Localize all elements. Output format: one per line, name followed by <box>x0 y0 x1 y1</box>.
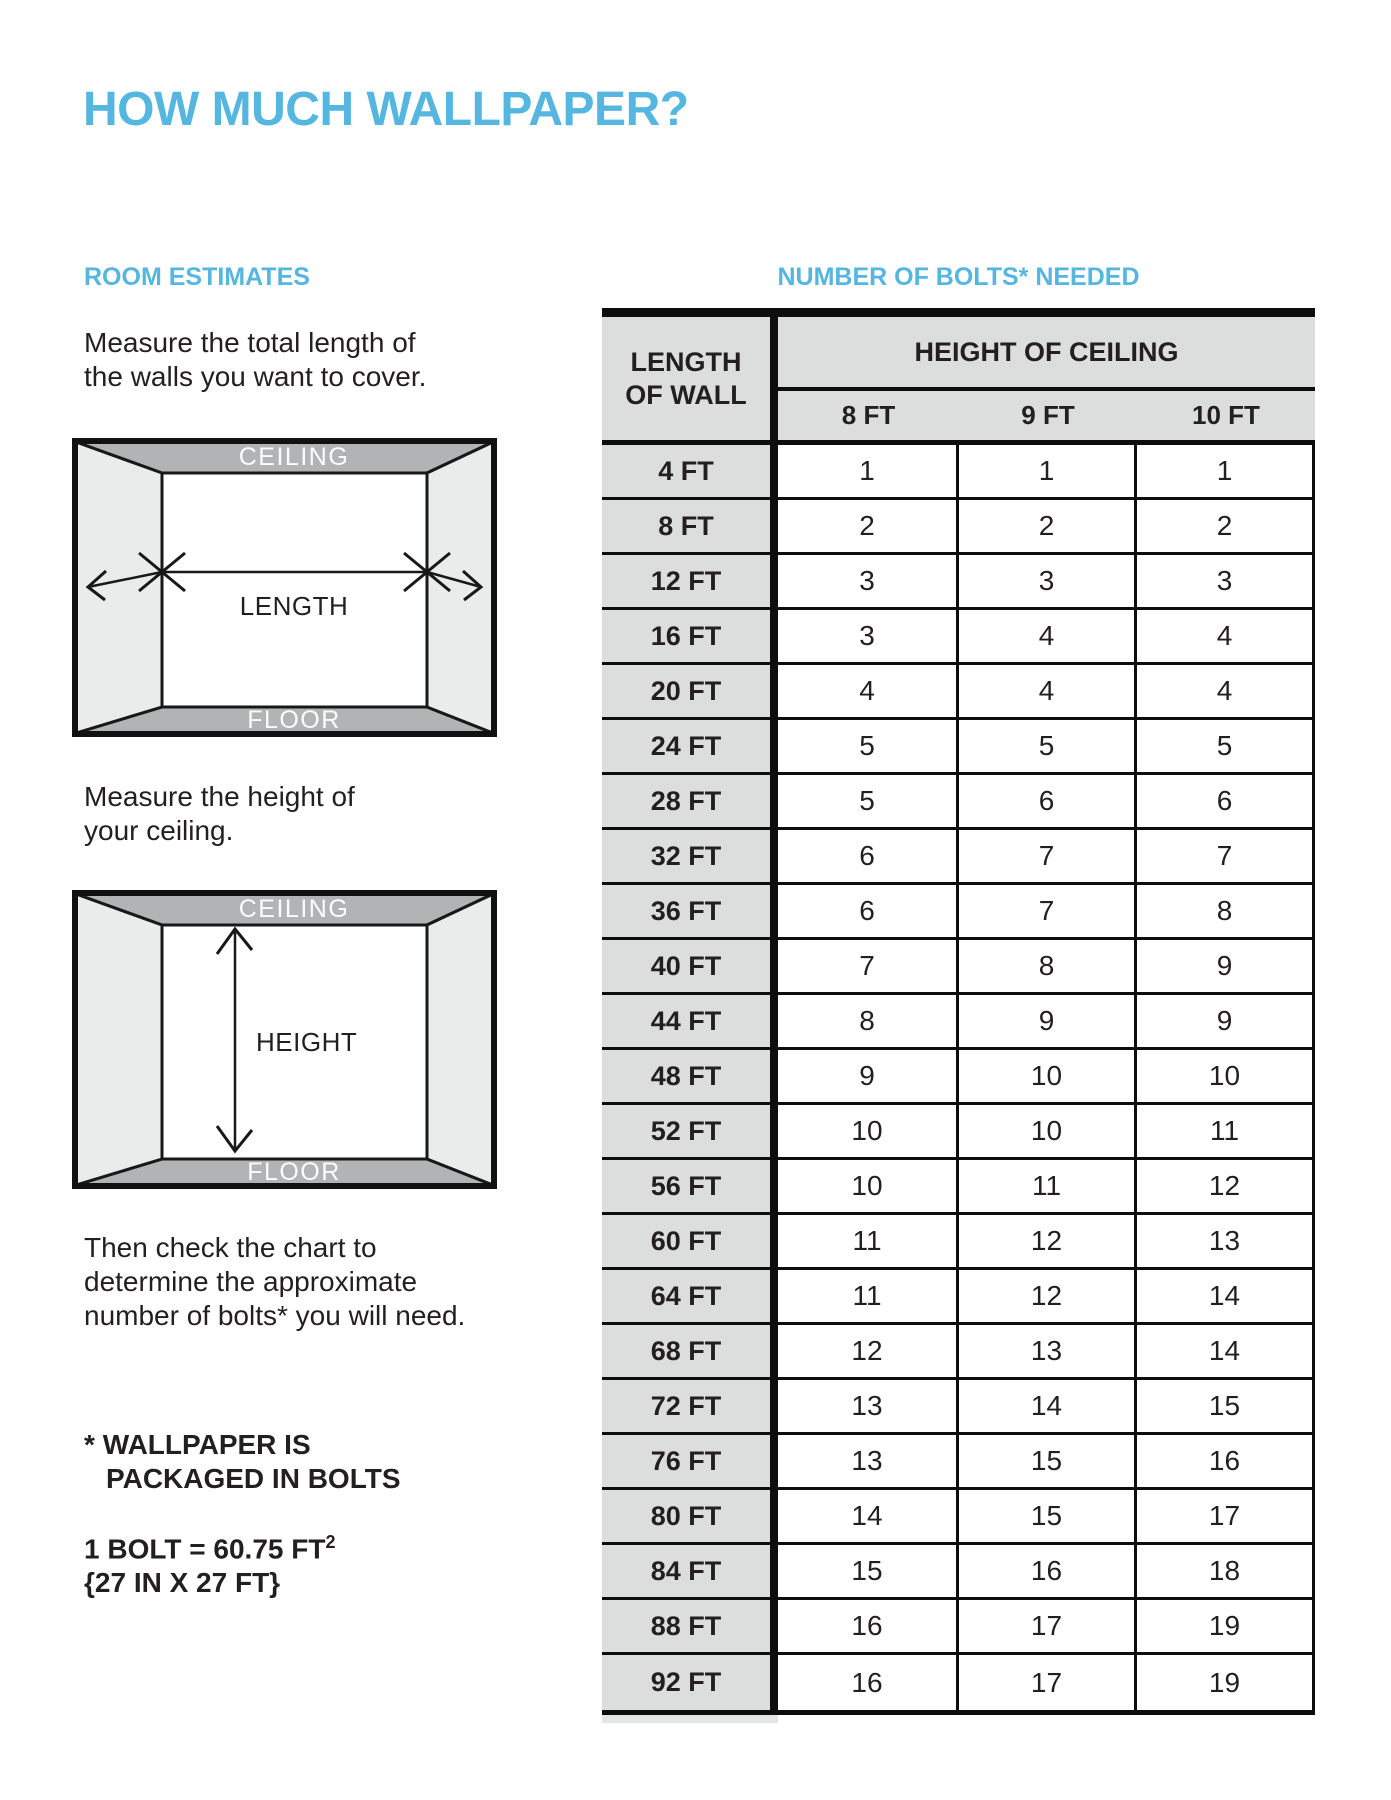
table-row <box>602 1160 1315 1215</box>
bolt-count-cell-9ft: 10 <box>959 1105 1137 1160</box>
row-label-cell: 60 FT <box>602 1215 778 1270</box>
bolt-count-cell-9ft: 1 <box>959 445 1137 500</box>
row-label-cell: 32 FT <box>602 830 778 885</box>
bolt-count-cell-9ft: 15 <box>959 1435 1137 1490</box>
table-row <box>602 940 1315 995</box>
ceiling-label: CEILING <box>238 895 350 923</box>
table-header <box>602 317 1315 445</box>
row-label-cell: 40 FT <box>602 940 778 995</box>
table-row <box>602 1600 1315 1655</box>
bolt-count-cell-9ft: 15 <box>959 1490 1137 1545</box>
bolt-count-cell-8ft: 2 <box>778 500 959 555</box>
bolt-equation <box>84 1525 335 1600</box>
table-row <box>602 720 1315 775</box>
bolt-count-cell-10ft: 7 <box>1137 830 1315 885</box>
row-label-cell: 44 FT <box>602 995 778 1050</box>
column-header-8ft: 8 FT <box>841 400 896 430</box>
bolt-count-cell-8ft: 13 <box>778 1380 959 1435</box>
table-row <box>602 1435 1315 1490</box>
bolts-table <box>602 308 1315 1723</box>
bolt-count-cell-9ft: 6 <box>959 775 1137 830</box>
length-label: LENGTH <box>239 591 349 621</box>
table-row <box>602 885 1315 940</box>
row-label-cell: 92 FT <box>602 1655 778 1710</box>
bolt-count-cell-9ft: 7 <box>959 885 1137 940</box>
bolt-count-cell-10ft: 15 <box>1137 1380 1315 1435</box>
row-label-cell: 80 FT <box>602 1490 778 1545</box>
bolt-count-cell-9ft: 9 <box>959 995 1137 1050</box>
table-row <box>602 445 1315 500</box>
row-label-cell: 24 FT <box>602 720 778 775</box>
table-row <box>602 1105 1315 1160</box>
bolt-count-cell-10ft: 4 <box>1137 610 1315 665</box>
bolt-count-cell-10ft: 19 <box>1137 1600 1315 1655</box>
bolt-count-cell-10ft: 5 <box>1137 720 1315 775</box>
bolt-count-cell-10ft: 19 <box>1137 1655 1315 1710</box>
floor-label: FLOOR <box>247 706 341 734</box>
bolt-count-cell-9ft: 17 <box>959 1600 1137 1655</box>
measure-height-instruction <box>84 780 355 848</box>
instruction-line: Measure the height of <box>84 781 355 812</box>
bolt-count-cell-10ft: 11 <box>1137 1105 1315 1160</box>
left-wall <box>76 894 162 1185</box>
bolt-equation-line: 1 BOLT = 60.75 $FT^2$ <box>84 1532 336 1565</box>
row-label-cell: 72 FT <box>602 1380 778 1435</box>
bolt-count-cell-9ft: 12 <box>959 1215 1137 1270</box>
bolt-count-cell-8ft: 5 <box>778 775 959 830</box>
instruction-line: your ceiling. <box>84 815 234 846</box>
measure-length-instruction <box>84 326 426 394</box>
bolt-count-cell-8ft: 8 <box>778 995 959 1050</box>
bolt-count-cell-10ft: 9 <box>1137 995 1315 1050</box>
bolt-count-cell-10ft: 9 <box>1137 940 1315 995</box>
bolt-count-cell-10ft: 16 <box>1137 1435 1315 1490</box>
bolt-count-cell-9ft: 5 <box>959 720 1137 775</box>
bolt-count-cell-9ft: 7 <box>959 830 1137 885</box>
instruction-line: the walls you want to cover. <box>84 361 427 392</box>
bolt-count-cell-8ft: 12 <box>778 1325 959 1380</box>
right-wall <box>427 894 493 1185</box>
room-length-diagram <box>72 438 497 737</box>
table-row <box>602 610 1315 665</box>
bolt-count-cell-8ft: 11 <box>778 1215 959 1270</box>
bolt-count-cell-10ft: 3 <box>1137 555 1315 610</box>
table-footer-shadow <box>602 1715 778 1723</box>
row-label-cell: 56 FT <box>602 1160 778 1215</box>
table-row <box>602 665 1315 720</box>
table-row <box>602 775 1315 830</box>
bolt-count-cell-8ft: 13 <box>778 1435 959 1490</box>
bolt-count-cell-10ft: 4 <box>1137 665 1315 720</box>
row-label-cell: 68 FT <box>602 1325 778 1380</box>
room-height-diagram <box>72 890 497 1189</box>
bolt-count-cell-9ft: 16 <box>959 1545 1137 1600</box>
bolt-count-cell-10ft: 8 <box>1137 885 1315 940</box>
bolt-count-cell-8ft: 15 <box>778 1545 959 1600</box>
bolt-count-cell-10ft: 14 <box>1137 1270 1315 1325</box>
bolt-count-cell-9ft: 14 <box>959 1380 1137 1435</box>
bolt-count-cell-10ft: 17 <box>1137 1490 1315 1545</box>
bolt-count-cell-8ft: 14 <box>778 1490 959 1545</box>
bolt-count-cell-8ft: 1 <box>778 445 959 500</box>
bolt-count-cell-8ft: 3 <box>778 610 959 665</box>
table-row <box>602 1380 1315 1435</box>
room-estimates-heading: ROOM ESTIMATES <box>84 263 310 291</box>
table-row <box>602 1215 1315 1270</box>
bolts-needed-heading: NUMBER OF BOLTS* NEEDED <box>777 263 1140 291</box>
bolt-count-cell-10ft: 12 <box>1137 1160 1315 1215</box>
bolt-count-cell-8ft: 6 <box>778 885 959 940</box>
instruction-line: Measure the total length of <box>84 327 416 358</box>
table-row <box>602 1325 1315 1380</box>
table-top-border <box>602 308 1315 317</box>
table-row <box>602 1655 1315 1710</box>
bolt-count-cell-8ft: 5 <box>778 720 959 775</box>
bolt-count-cell-10ft: 1 <box>1137 445 1315 500</box>
back-wall <box>162 473 427 707</box>
ceiling-header-group <box>778 317 1315 445</box>
bolt-count-cell-9ft: 11 <box>959 1160 1137 1215</box>
bolt-count-cell-10ft: 13 <box>1137 1215 1315 1270</box>
footnote-line: * WALLPAPER IS <box>84 1429 311 1460</box>
bolt-count-cell-9ft: 17 <box>959 1655 1137 1710</box>
asterisk: * <box>84 1429 95 1460</box>
ceiling-label: CEILING <box>238 443 350 471</box>
bolts-footnote <box>84 1428 401 1496</box>
row-label-cell: 4 FT <box>602 445 778 500</box>
row-label-cell: 16 FT <box>602 610 778 665</box>
page-title: HOW MUCH WALLPAPER? <box>83 83 689 136</box>
bolt-count-cell-8ft: 10 <box>778 1160 959 1215</box>
column-header-10ft: 10 FT <box>1192 400 1260 430</box>
bolt-count-cell-9ft: 10 <box>959 1050 1137 1105</box>
instruction-line: determine the approximate <box>84 1266 418 1297</box>
instruction-line: number of bolts* you will need. <box>84 1300 466 1331</box>
table-row <box>602 1490 1315 1545</box>
row-label-cell: 76 FT <box>602 1435 778 1490</box>
bolt-count-cell-8ft: 10 <box>778 1105 959 1160</box>
footnote-line: PACKAGED IN BOLTS <box>106 1463 401 1494</box>
row-label-cell: 48 FT <box>602 1050 778 1105</box>
column-header-9ft: 9 FT <box>1021 400 1075 430</box>
bolt-count-cell-9ft: 3 <box>959 555 1137 610</box>
row-label-cell: 28 FT <box>602 775 778 830</box>
table-row <box>602 1270 1315 1325</box>
bolt-count-cell-10ft: 6 <box>1137 775 1315 830</box>
bolt-count-cell-8ft: 16 <box>778 1655 959 1710</box>
ceiling-height-columns <box>778 391 1315 445</box>
table-row <box>602 1050 1315 1105</box>
bolt-count-cell-8ft: 11 <box>778 1270 959 1325</box>
table-row <box>602 1545 1315 1600</box>
row-label-cell: 88 FT <box>602 1600 778 1655</box>
length-of-wall-header: LENGTH OF WALL <box>602 317 778 445</box>
table-row <box>602 500 1315 555</box>
row-label-cell: 64 FT <box>602 1270 778 1325</box>
bolt-count-cell-8ft: 7 <box>778 940 959 995</box>
bolt-count-cell-9ft: 4 <box>959 610 1137 665</box>
bolt-count-cell-10ft: 18 <box>1137 1545 1315 1600</box>
bolt-count-cell-8ft: 6 <box>778 830 959 885</box>
superscript-2: 2 <box>325 1532 336 1552</box>
table-row <box>602 995 1315 1050</box>
bolt-count-cell-9ft: 2 <box>959 500 1137 555</box>
row-label-cell: 36 FT <box>602 885 778 940</box>
table-body <box>602 445 1315 1710</box>
row-label-cell: 52 FT <box>602 1105 778 1160</box>
bolt-count-cell-10ft: 2 <box>1137 500 1315 555</box>
right-wall <box>427 442 493 733</box>
row-label-cell: 20 FT <box>602 665 778 720</box>
bolt-count-cell-9ft: 4 <box>959 665 1137 720</box>
bolt-count-cell-8ft: 16 <box>778 1600 959 1655</box>
table-row <box>602 830 1315 885</box>
height-label: HEIGHT <box>256 1027 358 1057</box>
bolt-count-cell-8ft: 3 <box>778 555 959 610</box>
bolt-count-cell-10ft: 14 <box>1137 1325 1315 1380</box>
row-label-cell: 8 FT <box>602 500 778 555</box>
table-row <box>602 555 1315 610</box>
check-chart-instruction <box>84 1231 465 1333</box>
bolt-count-cell-9ft: 12 <box>959 1270 1137 1325</box>
bolt-count-cell-10ft: 10 <box>1137 1050 1315 1105</box>
bolt-count-cell-9ft: 13 <box>959 1325 1137 1380</box>
height-of-ceiling-header: HEIGHT OF CEILING <box>778 317 1315 391</box>
row-label-cell: 84 FT <box>602 1545 778 1600</box>
row-label-cell: 12 FT <box>602 555 778 610</box>
bolt-count-cell-9ft: 8 <box>959 940 1137 995</box>
bolt-dimensions-line: {27 IN X 27 FT} <box>84 1567 281 1599</box>
floor-label: FLOOR <box>247 1158 341 1186</box>
bolt-count-cell-8ft: 9 <box>778 1050 959 1105</box>
bolt-count-cell-8ft: 4 <box>778 665 959 720</box>
instruction-line: Then check the chart to <box>84 1232 377 1263</box>
